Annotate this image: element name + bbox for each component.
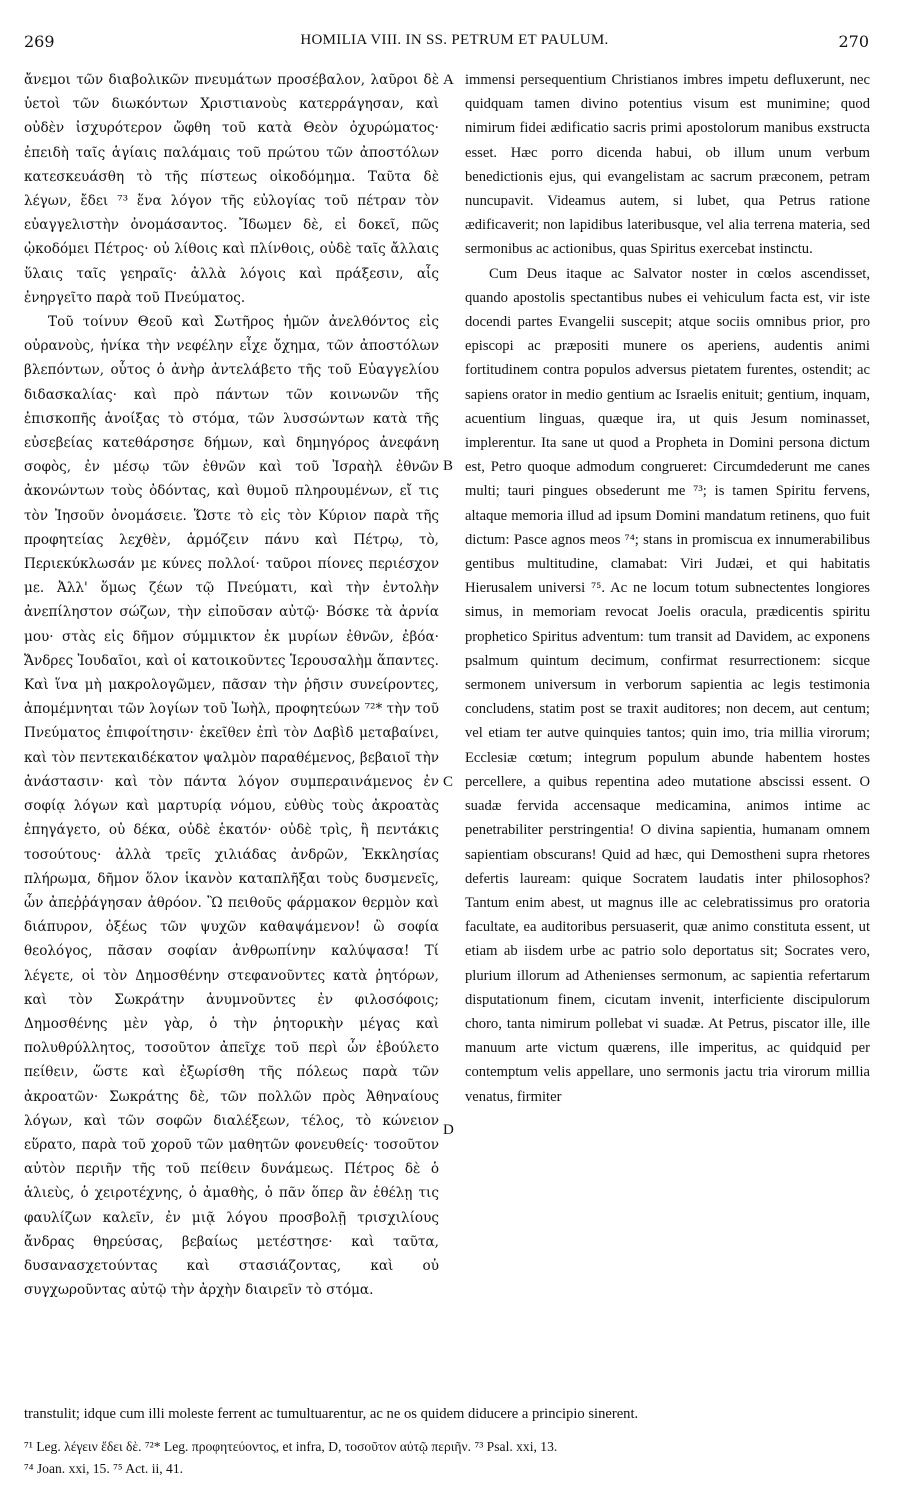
margin-letter-b: B	[443, 458, 454, 474]
latin-text-column	[465, 68, 870, 1408]
greek-text-column	[24, 68, 439, 1408]
latin-paragraph: Cum Deus itaque ac Salvator noster in cœlos ascendisset, quando apostolis spectantibus nubes ei vehiculum facta est, vir iste docendi partes Evangelii suscepit; atque sociis omnibus prior, pro episcopi ac præpositi munere os aperiens, audentis animi fortitudinem contra populos adversus pietatem furentes, ostendit; ac sapiens orator in medio gentium ac Israelis enituit; gentium, inquam, acuentium linguas, quæque ira, ut quis Jesum nominasset, implerentur. Ita sane ut quod a Propheta in Domini persona dictum est, Petro quoque admodum congrueret: Circumdederunt me canes multi; tauri pingues obsederunt me ⁷³; is tamen Spiritu fervens, altaque memoria illud ad ipsum Domini mandatum retinens, quo fuit dictum: Pasce agnos meos ⁷⁴; stans in promiscua ex innumerabilibus gentibus multitudine, clamabat: Viri Judæi, et qui habitatis Hierusalem universi ⁷⁵. Ac ne locum totum subnectentes longiores simus, in memoriam revocat Joelis oracula, prædicentis spiritu prophetico Spiritus adventum: tum transit ad Davidem, ac exponens psalmum quintum decimum, confirmat resurrectionem: sicque sermonem universum in verborum sapientia ac legis testimonia concludens, statim post se traxit auditores; non decem, aut centum; vel etiam ter autve quinquies tantos; quin imo, tria millia virorum; Ecclesiæ cœtum; integrum populum abunde habentem hostes percellere, a quibus repentina adeo mutatione abscissi essent. O suadæ fervida accensaque medicamina, animos intime ac penetrabiliter perstringentia! O divina sapientia, humanam omnem sapientiam obscurans! Quid ad hæc, qui Demostheni supra rhetores defertis lauream: quique Socratem laudatis inter philosophos? Tantum enim abest, ut magnus ille ac celebratissimus pro oratoria facultate, ea auditoribus persuaserit, quæ animo constituta essent, ut etiam ab iisdem urbe ac patrio solo deportatus sit; Socrates vero, plurium illorum ad Athenienses sermonum, ac sapientia refertarum disputationum finem, cicutam invenit, interficiente discipulorum choro, tanta nimirum pollebat vi suadæ. At Petrus, piscator ille, ille manuum arte victum quærens, ille imperitus, ac quidquid per contemptum velis appellare, uno sermonis jactu tria virorum millia venatus, firmiter	[465, 265, 870, 1105]
latin-continuation-line: transtulit; idque cum illi moleste ferrent ac tumultuarentur, ac ne os quidem diducere a principio sinerent.	[24, 1406, 639, 1422]
margin-letter-d: D	[443, 1122, 454, 1138]
margin-letter-a: A	[443, 72, 454, 88]
footnote-line: ⁷⁴ Joan. xxi, 15. ⁷⁵ Act. ii, 41.	[24, 1461, 184, 1476]
page-number-right: 270	[838, 32, 869, 51]
page-header	[0, 32, 909, 56]
running-title: HOMILIA VIII. IN SS. PETRUM ET PAULUM.	[300, 32, 609, 48]
greek-paragraph: ἄνεμοι τῶν διαβολικῶν πνευμάτων προσέβαλον, λαῦροι δὲ ὑετοὶ τῶν διωκόντων Χριστιανοὺς κατερράγησαν, καὶ οὐδὲν ἰσχυρότερον ὤφθη τοῦ κατὰ Θεὸν ὀχυρώματος· ἐπειδὴ ταῖς ἁγίαις παλάμαις τοῦ πρώτου τῶν ἀποστόλων κατεσκευάσθη τὸ τῆς πίστεως οἰκοδόμημα. Ταῦτα δὲ λέγων, ἔδει ⁷³ ἕνα λόγον τῆς εὐλογίας τοῦ πέτραν τὸν εὐαγγελιστὴν ὀνομάσαντος. Ἴδωμεν δὲ, εἰ δοκεῖ, πῶς ᾠκοδόμει Πέτρος· οὐ λίθοις καὶ πλίνθοις, οὐδὲ ταῖς ἄλλαις ὕλαις ταῖς γεηραῖς· ἀλλὰ λόγοις καὶ πράξεσιν, αἷς ἐνηργεῖτο παρὰ τοῦ Πνεύματος.	[24, 72, 439, 306]
greek-paragraph: Τοῦ τοίνυν Θεοῦ καὶ Σωτῆρος ἡμῶν ἀνελθόντος εἰς οὐρανοὺς, ἡνίκα τὴν νεφέλην εἶχε ὄχημα, τῶν ἀποστόλων βλεπόντων, οὗτος ὁ ἀνὴρ ἀντελάβετο τῆς τοῦ Εὐαγγελίου διδασκαλίας· καὶ πρὸ πάντων τῶν κοινωνῶν τῆς ἐπισκοπῆς ἀνοίξας τὸ στόμα, τῶν λυσσώντων κατὰ τῆς εὐσεβείας κατεθάρσησε δήμων, καὶ δημηγόρος ἀνεφάνη σοφὸς, ἐν μέσῳ τῶν ἐθνῶν καὶ τοῦ Ἰσραὴλ ἐθνῶν ἀκονώντων τοὺς ὀδόντας, καὶ θυμοῦ πληρουμένων, εἴ τις τὸν Ἰησοῦν ὀνομάσειε. Ὥστε τὸ εἰς τὸν Κύριον παρὰ τῆς προφητείας λεχθὲν, ἁρμόζειν πάνυ καὶ Πέτρῳ, τὸ, Περιεκύκλωσάν με κύνες πολλοί· ταῦροι πίονες περιέσχον με. Ἀλλ' ὅμως ζέων τῷ Πνεύματι, καὶ τὴν ἐντολὴν ἀνεπίληστον σώζων, τὴν εἰποῦσαν αὐτῷ· Βόσκε τὰ ἀρνία μου· στὰς εἰς δῆμον σύμμικτον ἐκ μυρίων ἐθνῶν, ἐβόα· Ἄνδρες Ἰουδαῖοι, καὶ οἱ κατοικοῦντες Ἱερουσαλὴμ ἅπαντες. Καὶ ἵνα μὴ μακρολογῶμεν, πᾶσαν τὴν ῥῆσιν συνείροντες, ἀπομέμνηται τῶν λογίων τοῦ Ἰωὴλ, προφητεύων ⁷²* τὴν τοῦ Πνεύματος ἐπιφοίτησιν· ἐκεῖθεν ἐπὶ τὸν Δαβὶδ μεταβαίνει, καὶ τὸν πεντεκαιδέκατον ψαλμὸν παραθέμενος, βεβαιοῖ τὴν ἀνάστασιν· καὶ τὸν πάντα λόγον συμπεραινάμενος ἐν σοφίᾳ λόγων καὶ μαρτυρίᾳ νόμου, εὐθὺς τοὺς ἀκροατὰς ἐπηγάγετο, οὐ δέκα, οὐδὲ ἑκατόν· οὐδὲ τρὶς, ἢ πεντάκις τοσούτους· ἀλλὰ τρεῖς χιλιάδας ἀνδρῶν, Ἐκκλησίας πλήρωμα, δῆμον ὅλον ἱκανὸν καταπλῆξαι τοὺς δυσμενεῖς, ὧν ἀπεῤῥάγησαν ἀθρόον. Ὢ πειθοῦς φάρμακον θερμὸν καὶ διάπυρον, ὀξέως τῶν ψυχῶν καθαψάμενον! ὢ σοφία θεολόγος, πᾶσαν σοφίαν ἀνθρωπίνην καλύψασα! Τί λέγετε, οἱ τὸν Δημοσθένην στεφανοῦντες κατὰ ῥητόρων, καὶ τὸν Σωκράτην ἀνυμνοῦντες ἐν φιλοσόφοις; Δημοσθένης μὲν γὰρ, ὁ τὴν ῥητορικὴν μέγας καὶ πολυθρύλλητος, τοσοῦτον ἀπεῖχε τοῦ περὶ ὧν ἐβούλετο πείθειν, ὥστε καὶ ἐξωρίσθη τῆς πόλεως παρὰ τῶν ἀκροατῶν· Σωκράτης δὲ, τῶν πολλῶν πρὸς Ἀθηναίους λόγων, καὶ τῶν σοφῶν διαλέξεων, τέλος, τὸ κώνειον εὕρατο, παρὰ τοῦ χοροῦ τῶν μαθητῶν φονευθείς· τοσοῦτον αὐτὸν περιῆν τῆς τοῦ πείθειν δυνάμεως. Πέτρος δὲ ὁ ἁλιεὺς, ὁ χειροτέχνης, ὁ ἀμαθὴς, ὁ πᾶν ὅπερ ἂν ἐθέλῃ τις φαυλίζων καλεῖν, ἐν μιᾷ λόγου προσβολῇ τρισχιλίους ἄνδρας θηρεύσας, βεβαίως μετέστησε· καὶ ταῦτα, δυσανασχετούντας καὶ στασιάζοντας, καὶ οὐ συγχωροῦντας αὐτῷ τὴν ἀρχὴν διαιρεῖν τὸ στόμα.	[24, 314, 439, 1299]
page-number-left: 269	[24, 32, 55, 51]
footnote-line: ⁷¹ Leg. λέγειν ἔδει δὲ. ⁷²* Leg. προφητεύοντος, et infra, D, τοσοῦτον αὐτῷ περιῆν. ⁷³ Psal. xxi, 13.	[24, 1439, 558, 1454]
margin-letter-c: C	[443, 774, 454, 790]
latin-paragraph: immensi persequentium Christianos imbres impetu defluxerunt, nec quidquam tamen divino potentius visum est munimine; quod nimirum fidei ædificatio sacris primi apostolorum manibus exstructa esset. Hæc porro dicenda habui, ob illum unum verbum benedictionis ejus, qui evangelistam ac sacrum præconem, petram nuncupavit. Videamus autem, si lubet, qua Petrus ratione ædificaverit; non lapidibus lateribusque, vel alia terrena materia, sed sermonibus ac actionibus, quas Spiritus exercebat instinctu.	[465, 72, 870, 258]
margin-section-markers	[440, 68, 462, 1408]
footnotes	[24, 1436, 870, 1480]
